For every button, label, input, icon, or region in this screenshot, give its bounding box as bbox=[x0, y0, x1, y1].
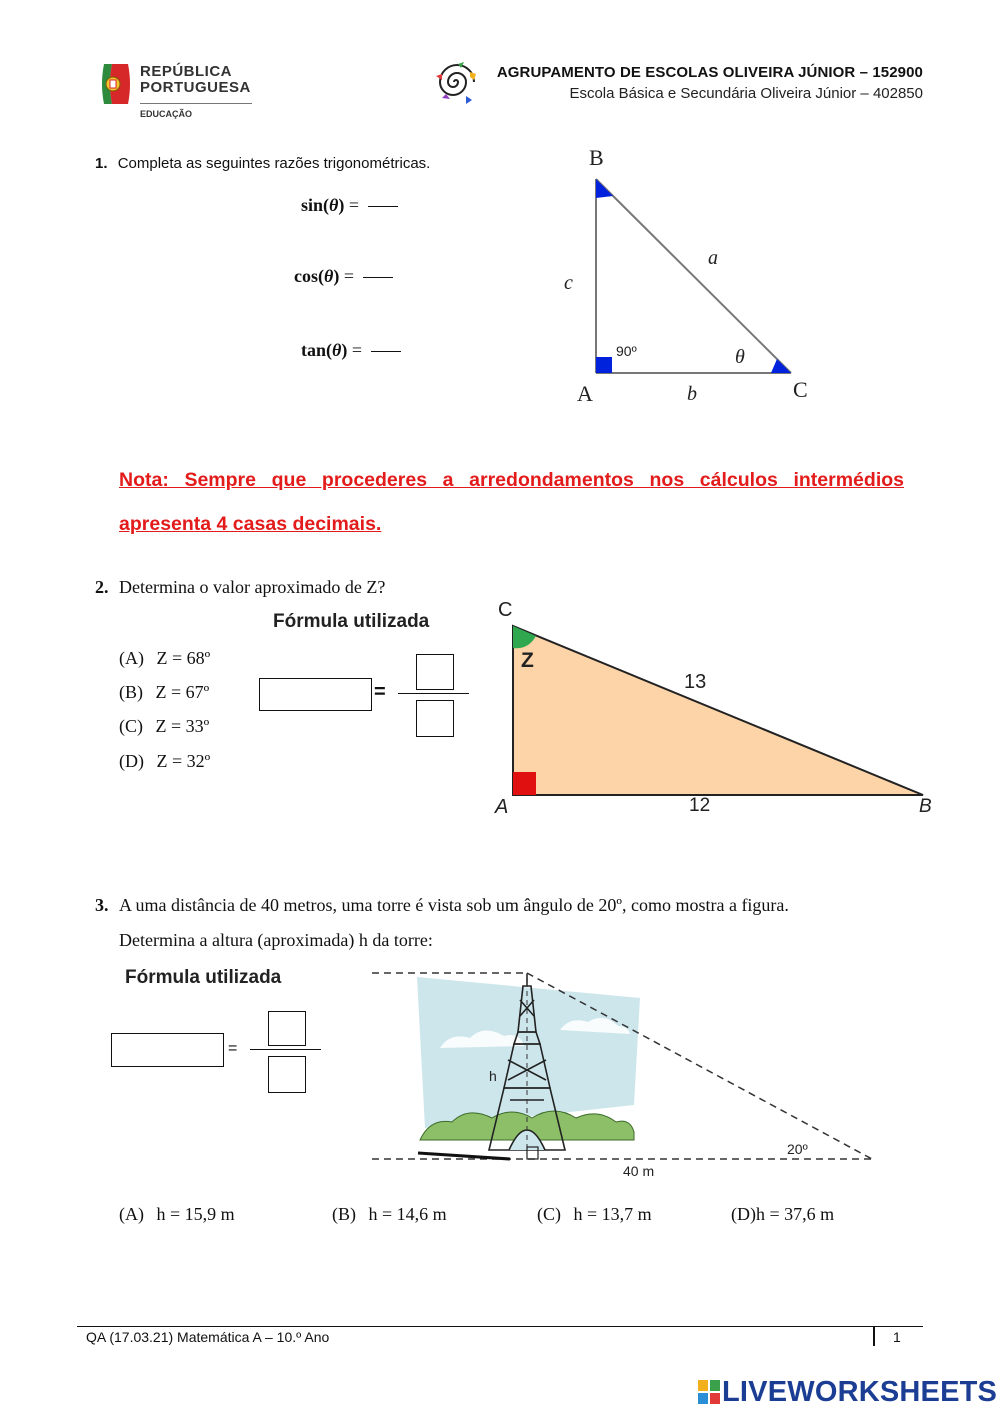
republica-line1: REPÚBLICA bbox=[140, 63, 233, 80]
option-c-label: (C) bbox=[119, 716, 143, 736]
triangle-1-angle-b-mark bbox=[596, 179, 613, 198]
triangle-1-label-a: a bbox=[708, 247, 718, 269]
question-1-number: 1. bbox=[95, 155, 108, 172]
tower-diagram bbox=[360, 960, 890, 1185]
triangle-1-right-angle-mark bbox=[596, 357, 612, 373]
question-3-option-a[interactable] bbox=[119, 1204, 235, 1225]
question-1-text: Completa as seguintes razões trigonométricas. bbox=[117, 155, 431, 172]
school-name: AGRUPAMENTO DE ESCOLAS OLIVEIRA JÚNIOR – 152900 bbox=[496, 64, 923, 81]
question-3-text-1: A uma distância de 40 metros, uma torre é vista sob um ângulo de 20º, como mostra a figura. bbox=[119, 895, 789, 915]
question-2-number: 2. bbox=[95, 577, 109, 597]
formula-sin-arg: θ bbox=[329, 195, 339, 215]
option-d-value: Z = 32º bbox=[156, 751, 211, 771]
republica-logo-icon bbox=[98, 60, 134, 108]
footer-divider bbox=[77, 1326, 923, 1327]
question-3-formula-label: Fórmula utilizada bbox=[125, 967, 282, 988]
question-3 bbox=[95, 888, 903, 958]
question-3-equals: = bbox=[228, 1040, 238, 1057]
triangle-diagram-1 bbox=[555, 140, 825, 410]
tower-angle-label: 20º bbox=[787, 1141, 808, 1157]
question-2-text: Determina o valor aproximado de Z? bbox=[119, 577, 386, 597]
q3-option-d-label: (D) bbox=[731, 1204, 756, 1224]
school-subtitle: Escola Básica e Secundária Oliveira Júnior – 402850 bbox=[569, 85, 923, 102]
option-a-label: (A) bbox=[119, 648, 144, 668]
republica-line2: PORTUGUESA bbox=[140, 79, 251, 96]
formula-tan: tan(θ) = bbox=[301, 340, 401, 361]
question-3-numerator-input[interactable] bbox=[268, 1011, 306, 1046]
triangle-1-theta-label: θ bbox=[735, 346, 745, 368]
formula-cos-fn: cos bbox=[294, 266, 318, 286]
question-1 bbox=[95, 155, 430, 172]
republica-title bbox=[140, 64, 251, 96]
formula-sin-blank[interactable] bbox=[368, 206, 398, 207]
question-2-ratio-input[interactable] bbox=[259, 678, 372, 711]
tower-sky-background bbox=[417, 977, 640, 1128]
formula-cos-arg: θ bbox=[324, 266, 334, 286]
formula-sin: sin(θ) = bbox=[301, 195, 398, 216]
school-header bbox=[497, 64, 923, 102]
question-2-numerator-input[interactable] bbox=[416, 654, 454, 690]
triangle-1-vertex-b: B bbox=[589, 145, 604, 170]
question-3-fraction-bar bbox=[250, 1049, 321, 1050]
question-2-fraction-bar bbox=[398, 693, 469, 694]
triangle-2-angle-z-label: Z bbox=[521, 649, 534, 672]
triangle-2-vertex-a: A bbox=[495, 796, 509, 818]
option-b-label: (B) bbox=[119, 682, 143, 702]
formula-tan-arg: θ bbox=[332, 340, 342, 360]
ground-base-line bbox=[418, 1153, 510, 1159]
triangle-2-shape bbox=[513, 626, 923, 795]
footer-text: QA (17.03.21) Matemática A – 10.º Ano bbox=[86, 1329, 330, 1345]
page-number: 1 bbox=[893, 1329, 901, 1345]
question-2-formula-label: Fórmula utilizada bbox=[273, 611, 430, 632]
q3-option-a-value: h = 15,9 m bbox=[156, 1204, 235, 1224]
option-c-value: Z = 33º bbox=[155, 716, 210, 736]
question-3-option-b[interactable] bbox=[332, 1204, 447, 1225]
triangle-1-vertex-a: A bbox=[577, 381, 593, 406]
option-b-value: Z = 67º bbox=[155, 682, 210, 702]
question-2-option-b[interactable] bbox=[119, 682, 209, 703]
tower-distance-label: 40 m bbox=[623, 1163, 655, 1179]
triangle-2-right-angle-mark bbox=[513, 772, 536, 795]
question-3-text-2: Determina a altura (aproximada) h da torre: bbox=[119, 930, 433, 950]
question-3-ratio-input[interactable] bbox=[111, 1033, 224, 1067]
school-logo-icon bbox=[426, 52, 486, 112]
q3-option-c-label: (C) bbox=[537, 1204, 561, 1224]
question-2-option-a[interactable] bbox=[119, 648, 210, 669]
triangle-1-angle-theta-mark bbox=[771, 359, 791, 373]
triangle-2-vertex-c: C bbox=[498, 599, 513, 621]
triangle-1-label-b: b bbox=[687, 383, 697, 405]
question-2-denominator-input[interactable] bbox=[416, 700, 454, 737]
question-3-denominator-input[interactable] bbox=[268, 1056, 306, 1093]
question-3-number: 3. bbox=[95, 895, 109, 915]
q3-option-c-value: h = 13,7 m bbox=[573, 1204, 652, 1224]
formula-cos: cos(θ) = bbox=[294, 266, 393, 287]
triangle-1-vertex-c: C bbox=[793, 377, 808, 402]
liveworksheets-watermark: LIVEWORKSHEETS bbox=[722, 1376, 998, 1408]
footer-separator bbox=[873, 1326, 875, 1346]
q3-option-b-label: (B) bbox=[332, 1204, 356, 1224]
triangle-2-vertex-b: B bbox=[919, 796, 932, 817]
triangle-1-right-angle-label: 90º bbox=[616, 343, 637, 359]
logo-divider bbox=[140, 103, 252, 104]
question-2-option-c[interactable] bbox=[119, 716, 209, 737]
formula-tan-blank[interactable] bbox=[371, 351, 401, 352]
q3-option-a-label: (A) bbox=[119, 1204, 144, 1224]
triangle-2-base-label: 12 bbox=[689, 795, 711, 816]
question-3-option-c[interactable] bbox=[537, 1204, 652, 1225]
question-3-line-1 bbox=[95, 888, 903, 923]
liveworksheets-logo-icon bbox=[698, 1380, 720, 1404]
rounding-note: Nota: Sempre que procederes a arredondamentos nos cálculos intermédios apresenta 4 casas decimais. bbox=[119, 469, 904, 535]
question-2 bbox=[95, 577, 385, 598]
education-label: EDUCAÇÃO bbox=[140, 109, 193, 119]
triangle-2-hypotenuse-label: 13 bbox=[684, 671, 707, 693]
triangle-1-label-c: c bbox=[564, 272, 573, 294]
question-2-option-d[interactable] bbox=[119, 751, 210, 772]
option-a-value: Z = 68º bbox=[156, 648, 211, 668]
question-3-option-d[interactable] bbox=[731, 1204, 834, 1225]
q3-option-b-value: h = 14,6 m bbox=[368, 1204, 447, 1224]
formula-sin-fn: sin bbox=[301, 195, 324, 215]
formula-tan-fn: tan bbox=[301, 340, 327, 360]
question-2-equals: = bbox=[374, 681, 386, 703]
triangle-diagram-2 bbox=[490, 590, 950, 825]
q3-option-d-value: h = 37,6 m bbox=[756, 1204, 835, 1224]
option-d-label: (D) bbox=[119, 751, 144, 771]
tower-height-label: h bbox=[489, 1068, 497, 1084]
formula-cos-blank[interactable] bbox=[363, 277, 393, 278]
